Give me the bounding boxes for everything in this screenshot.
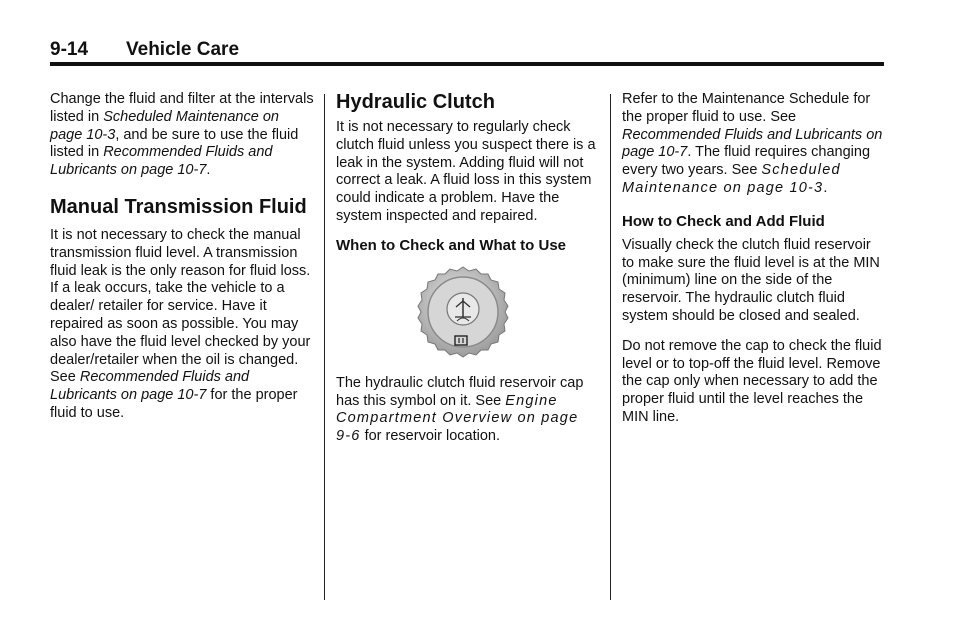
cross-reference[interactable]: Engine Compartment Overview on page 9-6	[336, 392, 579, 445]
column-divider	[610, 94, 611, 600]
body-paragraph: Do not remove the cap to check the fluid level or to top-off the fluid level. Remove the cap only when necessary to add the proper fluid until the level reaches the MIN line.	[622, 337, 882, 425]
body-paragraph: It is not necessary to check the manual transmission fluid level. A transmission fluid leak is the only reason for fluid loss. If a leak occurs, take the vehicle to a dealer/ retailer for service. Have it repaired as soon as possible. You may also have the fluid level checked by your dealer/retailer when the oil is changed. See Recommended Fluids and Lubricants on page 10-7 for the proper fluid to use.	[50, 226, 311, 421]
section-title: Vehicle Care	[126, 39, 240, 60]
cross-reference[interactable]: Recommended Fluids and Lubricants on page 10-7	[50, 369, 250, 404]
page-number: 9-14	[50, 39, 89, 60]
body-paragraph: Refer to the Maintenance Schedule for the proper fluid to use. See Recommended Fluids and Lubricants on page 10-7. The fluid requires changing every two years. See Scheduled Maintenance on page 10-3.	[622, 91, 883, 196]
cross-reference[interactable]: Recommended Fluids and Lubricants on page 10-7	[622, 126, 883, 161]
column-left	[50, 91, 314, 430]
clutch-fluid-cap-icon	[416, 265, 510, 359]
header-rule	[50, 62, 884, 66]
intro-paragraph: Change the fluid and filter at the intervals listed in Scheduled Maintenance on page 10-3, and be sure to use the fluid listed in Recommended Fluids and Lubricants on page 10-7.	[50, 91, 314, 179]
section-heading: Hydraulic Clutch	[336, 91, 495, 113]
cross-reference[interactable]: Recommended Fluids and Lubricants on page 10-7	[50, 144, 273, 179]
body-paragraph: Visually check the clutch fluid reservoir to make sure the fluid level is at the MIN (minimum) line on the side of the reservoir. The hydraulic clutch fluid system should be closed and sealed.	[622, 236, 880, 324]
cross-reference[interactable]: Scheduled Maintenance on page 10-3	[50, 108, 279, 143]
column-right	[622, 91, 884, 434]
figure	[336, 265, 598, 369]
body-paragraph: It is not necessary to regularly check clutch fluid unless you suspect there is a leak in the system. Adding fluid will not correct a leak. A fluid loss in this system could indicate a problem. Have the system inspected and repaired.	[336, 119, 596, 224]
cross-reference[interactable]: Scheduled Maintenance on page 10-3	[622, 162, 841, 196]
figure-caption: The hydraulic clutch fluid reservoir cap has this symbol on it. See Engine Compartment Overview on page 9-6 for reservoir location.	[336, 374, 584, 445]
subheading: How to Check and Add Fluid	[622, 212, 825, 230]
subheading: When to Check and What to Use	[336, 236, 567, 254]
column-divider	[324, 94, 325, 600]
section-heading: Manual Transmission Fluid	[50, 195, 307, 218]
column-middle	[336, 91, 598, 453]
